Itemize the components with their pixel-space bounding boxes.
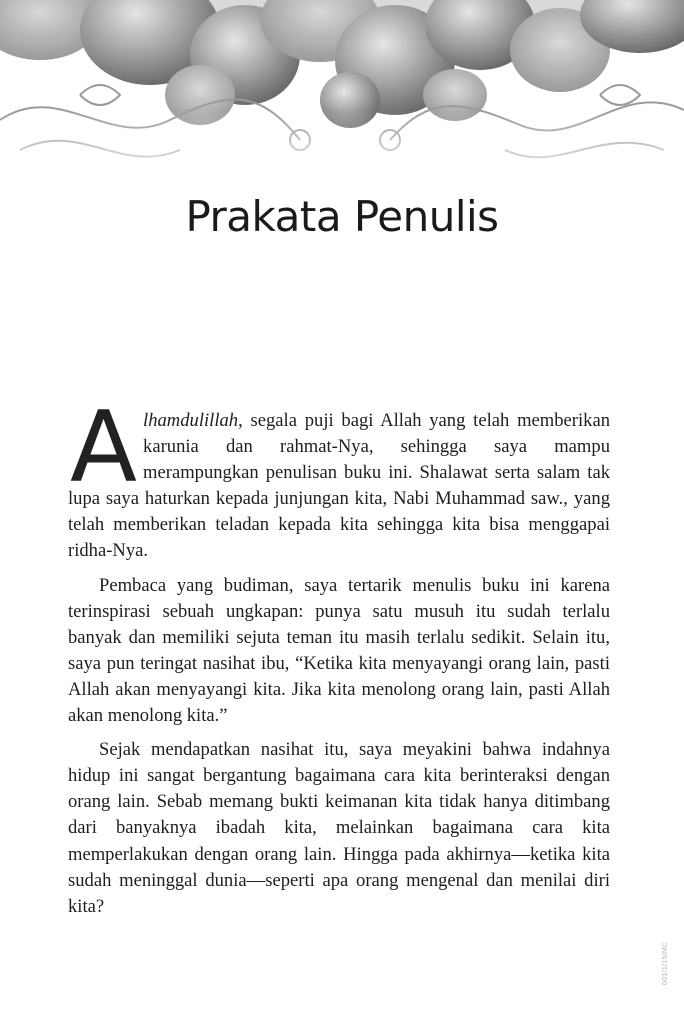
intro-paragraph: [68, 391, 610, 565]
page-title: Prakata Penulis: [185, 192, 499, 241]
floral-header-ornament: [0, 0, 684, 190]
paragraph: Sejak mendapatkan nasihat itu, saya meyakini bahwa indahnya hidup ini sangat bergantung bagaimana cara kita berinteraksi dengan orang lain. Sebab memang bukti keimanan kita tidak hanya ditimbang dari banyaknya ibadah kita, melainkan bagaimana cara kita memperlakukan dengan orang lain. Hingga pada akhirnya—ketika kita sudah meninggal dunia—seperti apa orang mengenal dan menilai diri kita?: [68, 739, 610, 917]
lead-word: lhamdulillah: [143, 410, 239, 431]
drop-cap: A: [70, 391, 138, 505]
intro-text: , segala puji bagi Allah yang telah memberikan karunia dan rahmat-Nya, sehingga saya mampu merampungkan penulisan buku ini. Shalawat serta salam tak lupa saya haturkan kepada junjungan kita, Nabi Muhammad saw., yang telah memberikan teladan kepada kita sehingga kita bisa menggapai ridha-Nya.: [68, 410, 610, 562]
print-code: 001/1/15/MC: [662, 941, 669, 985]
paragraph: Pembaca yang budiman, saya tertarik menulis buku ini karena terinspirasi sebuah ungkapan: punya satu musuh itu sudah terlalu banyak dan memiliki sejuta teman itu masih terlalu sedikit. Selain itu, saya pun teringat nasihat ibu, “Ketika kita menyayangi orang lain, pasti Allah akan menyayangi kita. Jika kita menolong orang lain, pasti Allah akan menolong kita.”: [68, 574, 610, 727]
body-text: [68, 391, 610, 920]
